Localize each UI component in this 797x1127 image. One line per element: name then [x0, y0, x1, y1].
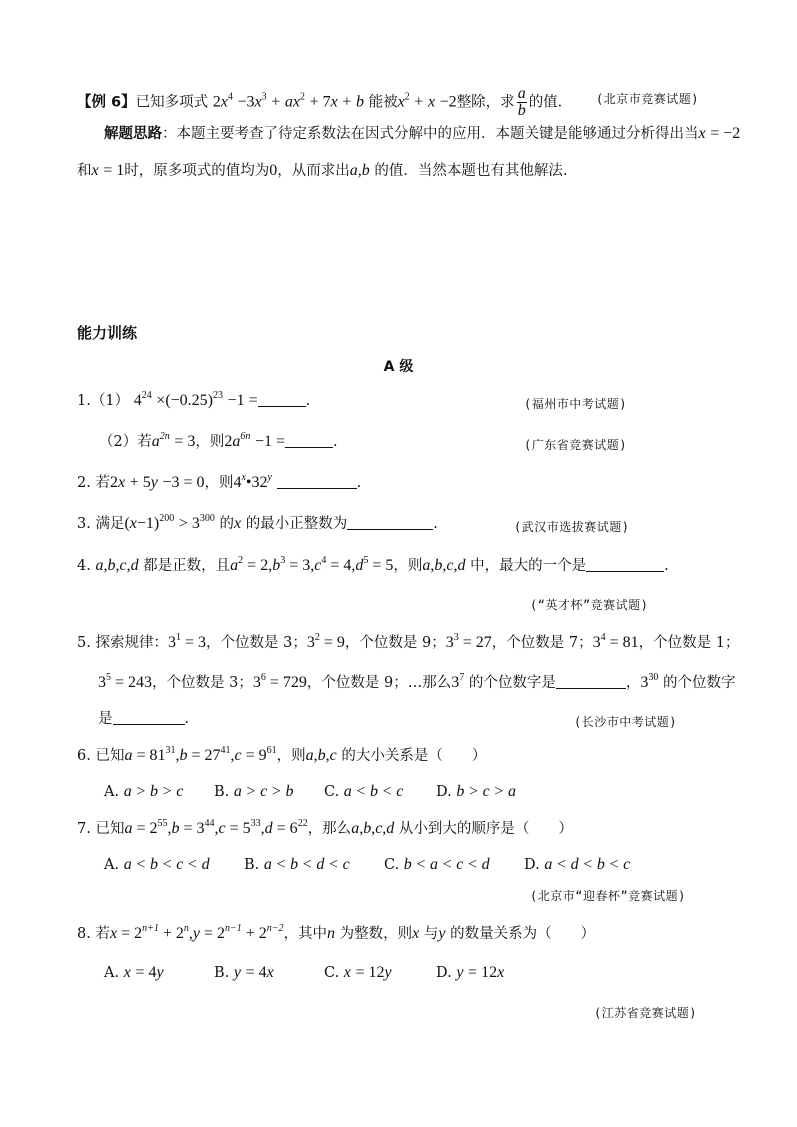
text: ，个位数是 9；…那么 [306, 675, 452, 691]
text: ，个位数是 7； [491, 635, 593, 651]
text: 满足 [95, 516, 125, 532]
q-number: 5. [77, 635, 91, 651]
example-tag: 【例 6】 [77, 94, 136, 111]
text: 是 [98, 711, 113, 727]
question-8-options [104, 963, 797, 983]
question-5-line-2: $3^5 = 243$，个位数是 3；$3^6 = 729$，个位数是 9；…那么$3^7$ 的个位数字是 ，$3^{30}$ 的个位数字 [98, 672, 736, 691]
text: 已知 [95, 821, 125, 837]
answer-blank[interactable] [347, 515, 433, 530]
source-q4: (“英才杯”竞赛试题) [530, 598, 649, 612]
question-5-line-3: 是 . [98, 711, 190, 727]
question-6: 6. 已知$a = 81^{31},b = 27^{41},c = 9^{61}$，则a,b,c 的大小关系是（ ） [77, 745, 487, 764]
text: ，个位数是 3； [205, 635, 307, 651]
text: 若 [95, 926, 110, 942]
text: 和 [77, 163, 92, 179]
option-a[interactable]: A. a > b > c [104, 783, 184, 800]
section-title: 能力训练 [77, 324, 138, 342]
question-2: 2. 若2x + 5y −3 = 0，则4$^x$•32$^y$ . [77, 472, 362, 491]
text: ，个位数是 1； [638, 635, 740, 651]
question-5-line-1: 5. 探索规律：$3^1 = 3$，个位数是 3；$3^2 = 9$，个位数是 9；$3^3 = 27$，个位数是 7；$3^4 = 81$，个位数是 1； [77, 632, 740, 651]
answer-blank[interactable] [258, 392, 306, 407]
example-6: 【例 6】已知多项式 $2x^4 -3x^3 + ax^2 + 7x + b$ 能被$x^2 + x -2$整除，求 $\frac{a}{b}$ 的值. [77, 85, 563, 119]
text: B. [214, 965, 230, 981]
text: A. [104, 965, 120, 981]
option-c[interactable]: C. b < a < c < d [384, 856, 490, 873]
text: （2）若 [99, 434, 152, 450]
option-d[interactable]: D. y = 12x [436, 964, 505, 981]
text: 的个位数字是 [468, 675, 556, 691]
option-b[interactable]: B. a > c > b [214, 783, 294, 800]
option-b[interactable]: B. a < b < d < c [244, 856, 350, 873]
question-7: 7. 已知$a = 2^{55},b = 3^{44},c = 5^{33},d = 6^{22}$，那么a,b,c,d 从小到大的顺序是（ ） [77, 818, 573, 837]
source-q8: (江苏省竞赛试题) [594, 1006, 697, 1020]
text: B. [244, 857, 260, 873]
text: 若 [95, 475, 110, 491]
text: A. [104, 784, 120, 800]
text: 的最小正整数为 [245, 516, 348, 532]
text: （1） [90, 393, 130, 409]
option-d[interactable]: D. a < d < b < c [524, 856, 631, 873]
text: 能被 [368, 94, 398, 111]
option-d[interactable]: D. b > c > a [436, 783, 516, 800]
option-a[interactable]: A. x = 4y [104, 964, 164, 981]
text: A. [104, 857, 120, 873]
text: C. [324, 784, 340, 800]
text: ，那么 [307, 821, 352, 837]
text: ：本题主要考查了待定系数法在因式分解中的应用．本题关键是能够通过分析得出当 [162, 126, 699, 142]
question-7-options [104, 855, 797, 875]
text: D. [436, 784, 452, 800]
option-c[interactable]: C. a < b < c [324, 783, 404, 800]
text: ，个位数是 3； [152, 675, 253, 691]
q-number: 1. [77, 393, 91, 409]
text: D. [436, 965, 452, 981]
q-number: 8. [77, 926, 91, 942]
text: ，则 [276, 748, 306, 764]
text: 从小到大的顺序是（ ） [398, 821, 573, 837]
source-ex6: (北京市竞赛试题) [596, 92, 699, 106]
text: ，则 [195, 434, 225, 450]
option-b[interactable]: B. y = 4x [214, 964, 274, 981]
text: 为整数，则 [339, 926, 413, 942]
text: B. [214, 784, 230, 800]
answer-blank[interactable] [285, 433, 333, 448]
text: 的数量关系为（ ） [450, 926, 596, 942]
text: 中，最大的一个是 [470, 558, 587, 574]
text: 时，原多项式的值均为 [124, 163, 270, 179]
option-a[interactable]: A. a < b < c < d [104, 856, 210, 873]
text: ，则 [393, 558, 423, 574]
question-3: 3. 满足$(x-1)^{200} > 3^{300}$ 的x 的最小正整数为 . [77, 513, 438, 532]
text: 的 [219, 516, 234, 532]
answer-blank[interactable] [113, 710, 185, 725]
text: 的值．当然本题也有其他解法. [374, 163, 568, 179]
question-1-2: （2）若$a^{2n} = 3$，则$2a^{6n} -1$ = . [99, 431, 338, 450]
text: ，从而求出 [277, 163, 350, 179]
level-heading: A 级 [383, 359, 414, 375]
option-c[interactable]: C. x = 12y [324, 964, 392, 981]
text: 已知多项式 [135, 94, 209, 111]
source-q7: (北京市“迎春杯”竞赛试题) [530, 889, 686, 903]
q-number: 3. [77, 516, 91, 532]
text: C. [324, 965, 340, 981]
text: C. [384, 857, 400, 873]
text: ，个位数是 9； [344, 635, 446, 651]
text: 都是正数，且 [143, 558, 231, 574]
text: 已知 [95, 748, 125, 764]
q-number: 4. [77, 558, 91, 574]
q-number: 2. [77, 475, 91, 491]
answer-blank[interactable] [586, 557, 664, 572]
text: ，则 [204, 475, 234, 491]
text: 的值. [528, 94, 563, 111]
text: D. [524, 857, 540, 873]
text: 整除，求 [456, 94, 515, 111]
source-q1-1: (福州市中考试题) [524, 397, 627, 411]
q-number: 7. [77, 821, 91, 837]
solution-label: 解题思路 [104, 126, 162, 142]
text: 探索规律： [95, 635, 168, 651]
fraction-a-over-b: $\frac{a}{b}$ [517, 85, 526, 119]
text: 与 [423, 926, 439, 942]
source-q5: (长沙市中考试题) [574, 715, 677, 729]
source-q1-2: (广东省竞赛试题) [524, 438, 627, 452]
question-6-options [104, 782, 797, 802]
question-4: 4. a,b,c,d 都是正数，且$a^2 = 2,b^3 = 3,c^4 = 4,d^5 = 5$，则a,b,c,d 中，最大的一个是 . [77, 555, 669, 574]
solution-line-1: 解题思路：本题主要考查了待定系数法在因式分解中的应用．本题关键是能够通过分析得出当x = −2 [104, 125, 741, 142]
question-1-1: 1.（1） $4^{24} \times(-0.25)^{23} -1$ = . [77, 390, 311, 409]
answer-blank[interactable] [277, 474, 357, 489]
answer-blank[interactable] [556, 674, 626, 689]
solution-line-2: 和x = 1时，原多项式的值均为0，从而求出a,b 的值．当然本题也有其他解法. [77, 162, 568, 179]
text: ，其中 [283, 926, 328, 942]
source-q3: (武汉市选拔赛试题) [514, 520, 630, 534]
q-number: 6. [77, 748, 91, 764]
text: 的大小关系是（ ） [341, 748, 487, 764]
text: 的个位数字 [662, 675, 736, 691]
question-8: 8. 若$x = 2^{n+1} + 2^n,y = 2^{n-1} + 2^{n-2}$，其中n 为整数，则x 与y 的数量关系为（ ） [77, 923, 596, 942]
